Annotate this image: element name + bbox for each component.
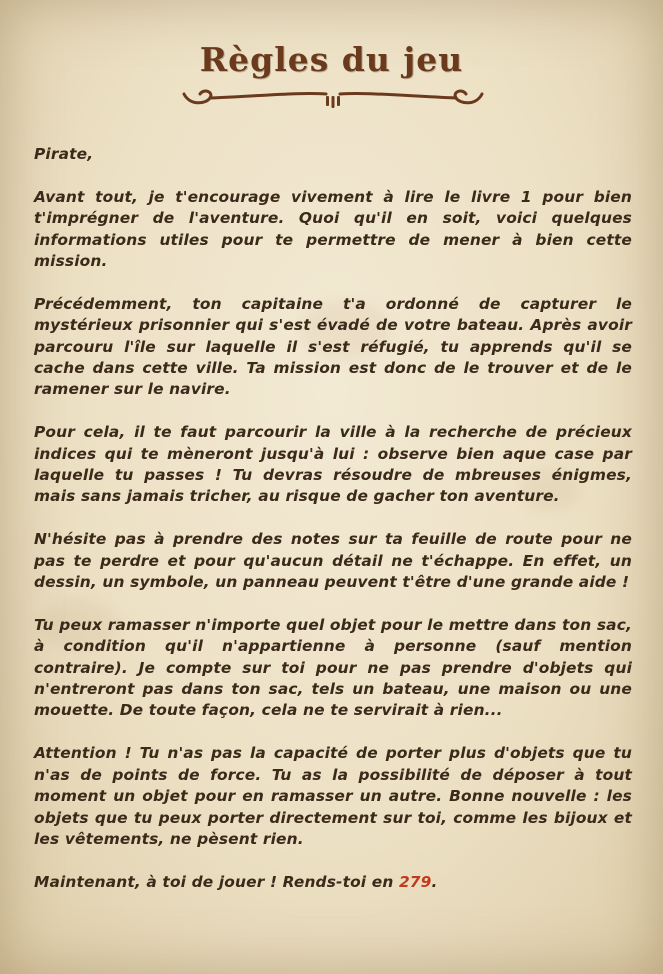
paragraph-strength: Attention ! Tu n'as pas la capacité de porter plus d'objets que tu n'as de points de force. Tu as la possibilité de déposer à tout moment un objet pour en ramasser un autre. Bonne nouvelle : les objets que tu peux porter directement sur toi, comme les bijoux et les vêtements, ne pèsent rien. — [34, 744, 632, 848]
title-area — [0, 40, 663, 79]
paragraph-mission: Précédemment, ton capitaine t'a ordonné de capturer le mystérieux prisonnier qui s'est évadé de votre bateau. Après avoir parcouru l'île sur laquelle il s'est réfugié, tu apprends qu'il se cache dans cette ville. Ta mission est donc de le trouver et de le ramener sur le navire. — [34, 294, 632, 399]
paragraph-reference-number[interactable]: 279 — [398, 872, 432, 891]
closing-end: . — [431, 872, 438, 891]
closing-line — [34, 872, 632, 893]
paragraph-clues: Pour cela, il te faut parcourir la ville à la recherche de précieux indices qui te mèneront jusqu'à lui : observe bien aque case par laquelle tu passes ! Tu devras résoudre de mbreuses énigmes, mais sans jamais tricher, au risque de gacher ton aventure. — [34, 423, 632, 506]
paragraph-notes: N'hésite pas à prendre des notes sur ta feuille de route pour ne pas te perdre et pour qu'aucun détail ne t'échappe. En effet, un dessin, un symbole, un panneau peuvent t'être d'une grande aide ! — [34, 530, 632, 592]
paragraph-intro: Avant tout, je t'encourage vivement à lire le livre 1 pour bien t'imprégner de l'aventure. Quoi qu'il en soit, voici quelques informations utiles pour te permettre de mener à bien cette mission. — [34, 187, 632, 271]
rules-text — [34, 144, 632, 915]
paragraph-objects: Tu peux ramasser n'importe quel objet pour le mettre dans ton sac, à condition qu'il n'appartienne à personne (sauf mention contraire). Je compte sur toi pour ne pas prendre d'objets qui n'entreront pas dans ton sac, tels un bateau, une maison ou une mouette. De toute façon, cela ne te servirait à rien... — [34, 615, 632, 720]
page-title: Règles du jeu — [199, 40, 464, 79]
greeting: Pirate, — [34, 145, 94, 163]
closing-text: Maintenant, à toi de jouer ! Rends-toi en — [34, 872, 399, 891]
title-ornament-icon — [180, 86, 486, 110]
